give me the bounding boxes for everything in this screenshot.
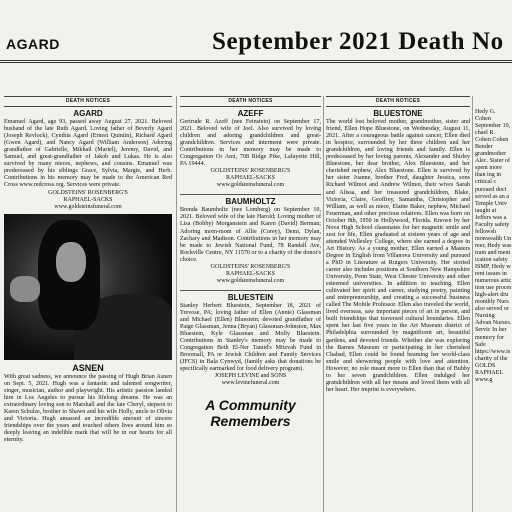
column-divider: [176, 96, 177, 512]
photo-hand: [10, 276, 40, 302]
sig-line: www.goldsteinsfuneral.com: [216, 182, 285, 189]
column-azeff-bluestein: [180, 96, 321, 512]
obituary-name-bluestein: BLUESTEIN: [227, 292, 274, 302]
section-label: DEATH NOTICES: [180, 96, 321, 107]
funeral-home-agard: [4, 190, 172, 211]
community-remembers-heading: A Community Remembers: [205, 397, 296, 430]
obituary-name-asnen: ASNEN: [72, 362, 104, 373]
obituary-text-bluestein: Stanley Herbert Bluestein, September 18, 2021 of Trevose, PA; loving father of Ellen (Annie) Glassman and Michael (Ellen) Bluestein; devoted grandfather of Paige Glassman, Jenna (Bryan) Glassman-Johnston, Max Bluestein, Kyle Glassman and Molly Bluestein. Contributions in Stanley's memory may be made to Congregation Beth El-Ner Tamid's Mitzvah Fund in Broomall, PA or Jewish Children and Family Services (JFCS) in Bala Cynwyd, (family asks that donations be specifically earmarked for food delivery program).: [180, 302, 321, 373]
section-divider: [180, 290, 321, 291]
obituary-text-bluestone: The world lost beloved mother, grandmother, sister and friend, Ellen Hope Bluestone, on Wednesday, August 11, 2021. After a courageous battle against cancer, Ellen died in hospice, surrounded by her three children and her grandchildren, and loving friends and family. Ellen is predeceased by her loving parents, Alexander and Shirley Bluestone, her dear brother, Alex Bluestone, and her cherished nephew, Alex Bluestone. Ellen is survived by her sister Joanne, brother Fred, daughter Jessica, sons Richard Wilmot and Andrew Wilmot, their wives Sarah and Alissa, and her treasured grandchildren, Blake, Victoria, Claire, Geoffrey, Samantha, Christopher and William, as well as niece, Elaine Baker, nephew, Michael Feuerman, and other precious relatives. Ellen was born on October 8th, 1950 in Hollywood, Florida. Known by her Nova High School classmates for her magnetic smile and zest for life, Ellen graduated at sixteen years of age and attended Wellesley College, where she earned a degree in Art History. As a young mother, Ellen earned a Masters Degree in English from Villanova University and pursued a PhD in Literature at Rutgers University. Her storied career also includes positions at Southern New Hampshire University, Penn State, West Chester University and other esteemed universities. In addition to teaching, Ellen cultivated her spirit and career, studying poetry, painting and entrepreneurship, and creating a successful business called The Mobile Professor. Ellen also traveled the world, lived overseas, saw important pieces of art in person, and built friendships that traversed cultural boundaries. Ellen spent her last five years in the Art Museum district of Philadelphia surrounded by magnificent art, beautiful gardens, and devoted friends. Whether she was exploring the Barnes Museum or participating in her cherished Chabad, Ellen could be found beaming her world-class smile and showering people with love and attention. However, no role meant more to Ellen than that of Bubby to her seven grandchildren. Ellen indulged her grandchildren with all her means and loved them with all her heart. Her imprint is everywhere.: [326, 119, 470, 393]
section-label: DEATH NOTICES: [326, 96, 470, 107]
funeral-home-bluestein: [180, 373, 321, 387]
page-label: AGARD: [6, 36, 60, 52]
obituary-name-bluestone: BLUESTONE: [373, 109, 423, 119]
obituary-text-baumholtz: Brenda Baumholtz (nee Lomberg) on September 10, 2021. Beloved wife of the late Harold; Loving mother of Lisa (Bobby) Morganstein and Karen (David) Berman; Adoring mom-mom of Allie (Corey), Demi, Dylan, Zachary and Madison. Contributions in her memory may be made to Jewish National Fund, 78 Randall Ave, Rockville Centre, NY 11570 or to a charity of the donor's choice.: [180, 207, 321, 263]
photo-face: [56, 242, 86, 282]
column-agard-asnen: [4, 96, 172, 512]
obituary-text-azeff: Gertrude R. Azeff (nee Feinstein) on September 17, 2021. Beloved wife of Joel. Also survived by loving children and adoring grandchildren and great-grandchildren. Services and interment were private. Contributions in her memory may be made to Congregation Or Ami, 708 Ridge Pike, Lafayette Hill, PA 19444.: [180, 119, 321, 168]
column-divider: [472, 96, 473, 512]
sig-line: JOSEPH LEVINE and SONS: [214, 373, 287, 380]
sig-line: www.levinefuneral.com: [221, 380, 280, 387]
obituary-text-agard: Emanuel Agard, age 93, passed away August 27, 2021. Beloved husband of the late Ruth Agard. Loving father of Beverly Agard (Joseph Revlock), Cynthia Agard (Ernest Quintin), Richard Agard (Gwen Agard), and Nancy Agard (William Anderson) Adoring grandfather of Gabrielle, Mikhail (Mariel), Jeremy, David, and Samuel, and great-grandfather of Jakob and Lukas. He is also survived by many nieces, nephews, and cousins. Emanuel was predeceased by his siblings Grace, Sylvia, Margie, and Herb. Contributions in his memory may be made to the American Red Cross www.redcross.org. Services were private.: [4, 119, 172, 189]
obituary-name-baumholtz: BAUMHOLTZ: [225, 197, 276, 207]
header-rule-bottom: [0, 62, 512, 63]
funeral-home-baumholtz: [180, 264, 321, 285]
column-bluestone: [326, 96, 470, 512]
obituary-text-asnen: With great sadness, we announce the passing of Hugh Brian Asnen on Sept. 5, 2021. Hugh was a fantastic and talented songwriter, singer, musician, author and playwright. His artistic passion landed him in Los Angeles to pursue his lifelong dreams. He was an extraordinary loving son to Marshall and the late Cheryl, stepson to Karen Schulze, brother to Shawn and his wife Holly, uncle to Olivia and Victoria. Hugh amassed an incredible amount of sincere friendships over the years and touched others lives around him so deeply leaving an indelible mark that will be in our hearts for all eternity.: [4, 373, 172, 443]
section-divider: [180, 194, 321, 195]
portrait-photo: [4, 214, 172, 360]
obituary-name-agard: AGARD: [73, 109, 103, 119]
obituary-name-azeff: AZEFF: [237, 109, 264, 119]
funeral-home-azeff: [180, 168, 321, 189]
obituary-text-cohen: Hedy G. Cohen September 19, chael R. Cohen Cohen Bender grandmother Alec. Sister of spent more than ing in critical c pursued doct served as an a Temple Univ taught at Jeffers was a Faculty safety fellowsh monwealth Un reer, Hedy was train and ment ication safety ISMP, Hedy w rent issues in numerous artic tion use proces high-alert dru monthly Nurs also served or Nursing Advan Nurses. Servic In her memory for Safe https://www.is charity of the GOLDS RAPHAEL www.g: [475, 109, 512, 383]
column-cohen-cropped: [475, 96, 512, 512]
sig-line: RAPHAEL-SACKS: [225, 175, 275, 182]
sig-line: RAPHAEL-SACKS: [63, 196, 113, 203]
sig-line: GOLDSTEINS' ROSENBERG'S: [210, 263, 291, 270]
sig-line: www.goldsteinsfuneral.com: [216, 277, 285, 284]
sig-line: GOLDSTEINS' ROSENBERG'S: [48, 189, 128, 196]
spacer: [475, 96, 512, 109]
sig-line: GOLDSTEINS' ROSENBERG'S: [210, 168, 291, 175]
page-title: September 2021 Death No: [212, 28, 504, 55]
section-label: DEATH NOTICES: [4, 96, 172, 107]
header-rule-top: [0, 60, 512, 61]
sig-line: RAPHAEL-SACKS: [225, 270, 275, 277]
column-divider: [323, 96, 324, 512]
sig-line: www.goldsteinsfuneral.com: [54, 203, 122, 210]
